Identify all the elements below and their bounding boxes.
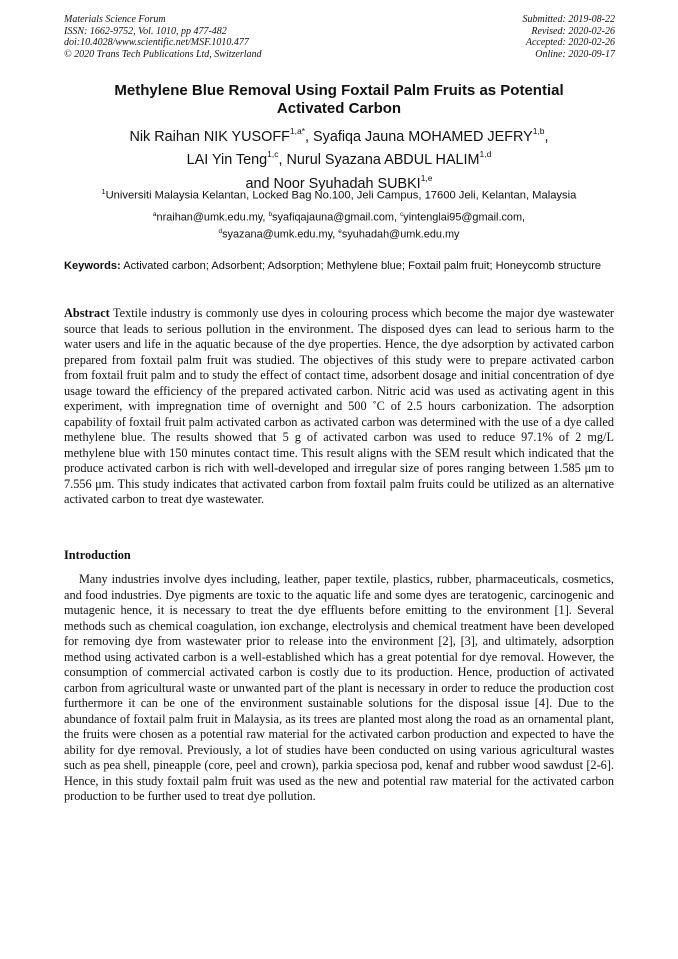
author-affiliation-mark: 1,b (532, 126, 545, 136)
email-link[interactable]: syazana@umk.edu.my, (222, 228, 339, 241)
abstract-text: Textile industry is commonly use dyes in colouring process which become the major dye wastewater source that leads to serious pollution in the environment. The disposed dyes can lead to serious harm to the water users and life in the aquatic because of the dye properties. Hence, the dye adsorption by activated carbon prepared from foxtail palm fruit was studied. The objectives of this study were to prepare activated carbon from foxtail fruit palm and to study the effect of contact time, adsorbent dosage and initial concentration of dye usage toward the efficiency of the prepared activated carbon. Nitric acid was used as activating agent in this experiment, with impregnation time of overnight and 500 ˚C of 2.5 hours carbonization. The adsorption capability of foxtail fruit palm activated carbon as activated carbon was determined with the use of a dye called methylene blue. The results showed that 5 g of activated carbon was used to reduce 97.1% of 2 mg/L methylene blue with 150 minutes contact time. This result aligns with the SEM result which indicated that the produce activated carbon is rich with well-developed and irregular size of pores ranging between 1.585 μm to 7.556 μm. This study indicates that activated carbon from foxtail palm fruits could be utilized as an alternative activated carbon to treat dye wastewater. (64, 306, 614, 506)
author-conjunction: and (245, 175, 274, 192)
author-line-2 (64, 146, 614, 169)
paper-title (64, 82, 614, 117)
email-mark: e (338, 228, 342, 236)
submitted-date: Submitted: 2019-08-22 (522, 14, 615, 25)
keywords-block (64, 259, 614, 273)
accepted-date: Accepted: 2020-02-26 (525, 37, 615, 48)
email-mark: c (400, 211, 404, 218)
email-line-1 (64, 208, 614, 225)
email-mark: a (152, 211, 157, 218)
email-link[interactable]: syuhadah@umk.edu.my (341, 228, 460, 241)
revised-date: Revised: 2020-02-26 (531, 25, 615, 37)
author-affiliation-mark: 1,c (267, 149, 279, 160)
copyright-line: © 2020 Trans Tech Publications Ltd, Switzerland (64, 48, 262, 60)
email-link[interactable]: syafiqajauna@gmail.com, (272, 211, 400, 224)
author-name: Nurul Syazana ABDUL HALIM (286, 152, 480, 169)
author-affiliation-mark: 1,a* (289, 126, 306, 136)
author-emails (64, 208, 614, 242)
email-line-2 (64, 225, 614, 242)
doi-line: doi:10.4028/www.scientific.net/MSF.1010.477 (64, 37, 249, 48)
author-list (64, 123, 614, 193)
email-link[interactable]: yintenglai95@gmail.com, (403, 211, 526, 224)
affiliation-text: Universiti Malaysia Kelantan, Locked Bag No.100, Jeli Campus, 17600 Jeli, Kelantan, Malaysia (105, 189, 577, 202)
journal-name: Materials Science Forum (64, 14, 166, 25)
author-affiliation-mark: 1,d (479, 149, 492, 160)
author-separator: , (305, 128, 314, 145)
publication-dates (523, 14, 616, 60)
keywords-label: Keywords: (64, 260, 121, 272)
author-separator: , (544, 128, 549, 145)
abstract-block (64, 306, 614, 508)
author-affiliation-mark: 1,e (420, 172, 433, 183)
issn-line: ISSN: 1662-9752, Vol. 1010, pp 477-482 (64, 25, 227, 37)
introduction-heading: Introduction (64, 548, 131, 562)
author-line-1 (64, 123, 614, 146)
author-separator: , (278, 152, 287, 169)
online-date: Online: 2020-09-17 (535, 48, 615, 60)
title-line-1: Methylene Blue Removal Using Foxtail Palm Fruits as Potential (114, 82, 564, 99)
email-mark: d (218, 228, 223, 236)
affiliation (64, 186, 614, 203)
abstract-label: Abstract (64, 306, 110, 320)
author-name: Nik Raihan NIK YUSOFF (129, 128, 290, 145)
affiliation-mark: 1 (101, 189, 106, 196)
email-link[interactable]: nraihan@umk.edu.my, (156, 211, 269, 224)
journal-info (64, 14, 262, 60)
author-name: LAI Yin Teng (186, 152, 268, 169)
author-name: Noor Syuhadah SUBKI (273, 175, 421, 192)
introduction-text: Many industries involve dyes including, leather, paper textile, plastics, rubber, pharmaceuticals, cosmetics, and food industries. Dye pigments are toxic to the aquatic life and some dyes are teratogenic, carcinogenic and mutagenic hence, it is necessary to treat the dye effluents before emitting to the environment [1]. Several methods such as chemical coagulation, ion exchange, electrolysis and chemical treatment have been developed for removing dye from wastewater prior to release into the environment [2], [3], and ultimately, adsorption method using activated carbon is a well-established which has a great potential for dye removal. However, the consumption of commercial activated carbon is costly due to its production. Hence, production of activated carbon from agricultural waste or unwanted part of the plant is necessary in order to reduce the production cost furthermore it can be one of the environment sustainable solutions for the disposal issue [4]. Due to the abundance of foxtail palm fruit in Malaysia, as its trees are planted most along the road as an ornamental plant, the fruits were chosen as a potential raw material for the activated carbon production and expected to have the ability for dye removal. Previously, a lot of studies have been conducted on using various agricultural wastes such as pea shell, pineapple (core, peel and crown), parkia speciosa pod, kenaf and rubber wood sawdust [2-6]. Hence, in this study foxtail palm fruit was used as the new and potential raw material for the activated carbon production to be further used to treat dye pollution. (64, 572, 614, 803)
title-line-2: Activated Carbon (276, 99, 402, 117)
author-name: Syafiqa Jauna MOHAMED JEFRY (313, 128, 533, 145)
email-mark: b (268, 211, 273, 218)
keywords-text: Activated carbon; Adsorbent; Adsorption; Methylene blue; Foxtail palm fruit; Honeycomb structure (120, 260, 602, 272)
